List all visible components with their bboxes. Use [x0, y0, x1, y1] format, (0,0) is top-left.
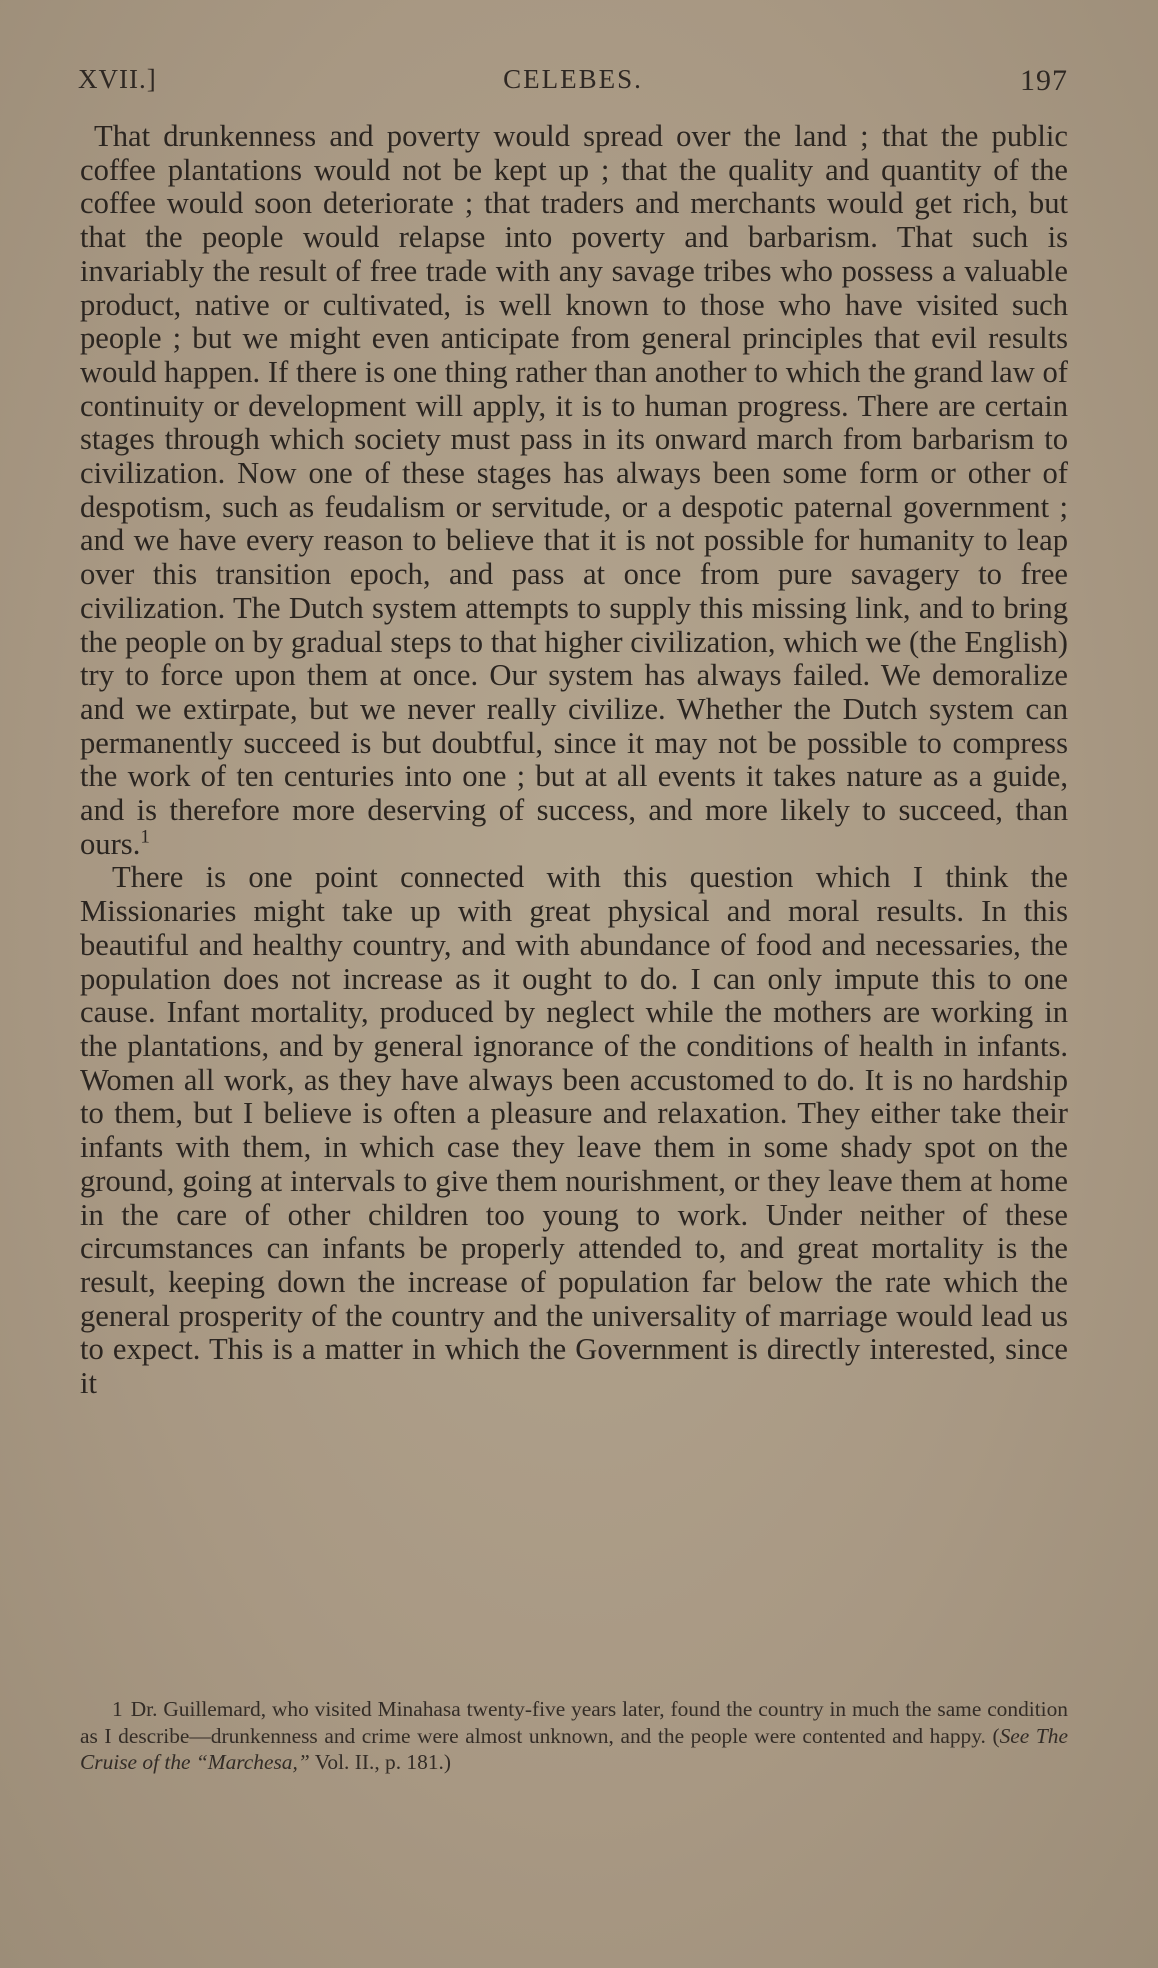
page-title: CELEBES.: [503, 64, 643, 94]
page-number: 197: [1020, 64, 1068, 97]
paragraph-2: There is one point connected with this question which I think the Missionaries might take up with great physical and moral results. In this beautiful and healthy country, and with abundance of food and necessaries, the population does not increase as it ought to do. I can only impute this to one cause. Infant mortality, produced by neglect while the mothers are working in the plantations, and by general ignorance of the conditions of health in infants. Women all work, as they have always been accustomed to do. It is no hardship to them, but I believe is often a pleasure and relaxation. They either take their infants with them, in which case they leave them in some shady spot on the ground, going at intervals to give them nourishment, or they leave them at home in the care of other children too young to work. Under neither of these circumstances can infants be properly attended to, and great mortality is the result, keeping down the increase of population far below the rate which the general prosperity of the country and the universality of marriage would lead us to expect. This is a matter in which the Government is directly interested, since it: [80, 860, 1068, 1401]
paragraph-1-text: That drunkenness and poverty would spread over the land ; that the public coffee plantations would not be kept up ; that the quality and quantity of the coffee would soon deteriorate ; that traders and merchants would get rich, but that the people would relapse into poverty and barbarism. That such is invariably the result of free trade with any savage tribes who possess a valuable product, native or cultivated, is well known to those who have visited such people ; but we might even anticipate from general principles that evil results would happen. If there is one thing rather than another to which the grand law of continuity or development will apply, it is to human progress. There are certain stages through which society must pass in its onward march from barbarism to civilization. Now one of these stages has always been some form or other of despotism, such as feudalism or servitude, or a despotic paternal government ; and we have every reason to believe that it is not possible for humanity to leap over this transition epoch, and pass at once from pure savagery to free civilization. The Dutch system attempts to supply this missing link, and to bring the people on by gradual steps to that higher civilization, which we (the English) try to force upon them at once. Our system has always failed. We demoralize and we extirpate, but we never really civilize. Whether the Dutch system can permanently succeed is but doubtful, since it may not be possible to compress the work of ten centuries into one ; but at all events it takes nature as a guide, and is therefore more deserving of success, and more likely to succeed, than ours.: [80, 119, 1068, 861]
running-head: [78, 58, 1068, 98]
footnote: [80, 1696, 1068, 1776]
footnote-book-title: The Cruise of the “Marchesa,”: [80, 1723, 1068, 1774]
body-text: [80, 120, 1068, 1401]
footnote-text: Dr. Guillemard, who visited Minahasa twenty-five years later, found the country in much the same condition as I describe—drunkenness and crime were almost unknown, and the people were contented and happy. (: [80, 1697, 1068, 1748]
footnote-reference: 1: [140, 826, 150, 848]
footnote-volume: Vol. II., p. 181.): [314, 1750, 451, 1774]
footnote-marker: 1: [112, 1697, 123, 1721]
footnote-see: See: [999, 1723, 1030, 1748]
paragraph-1: [80, 120, 1068, 861]
chapter-number: XVII.]: [78, 64, 157, 94]
